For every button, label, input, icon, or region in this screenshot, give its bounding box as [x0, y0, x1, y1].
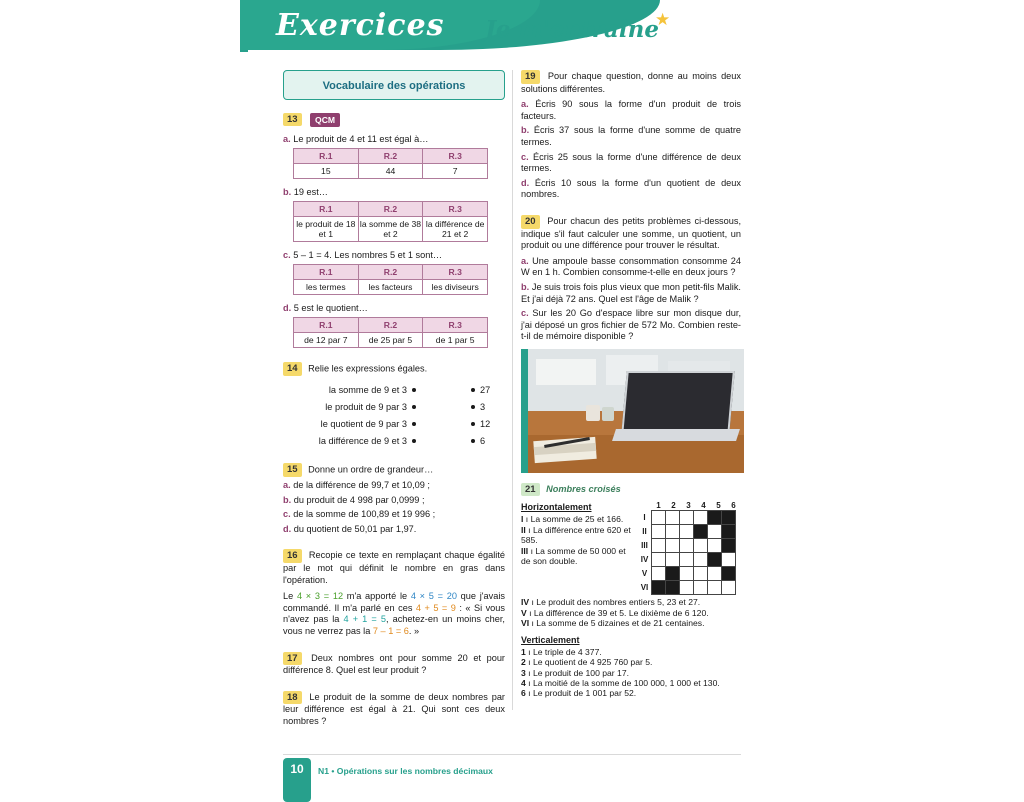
photo-laptop-keyboard — [612, 429, 740, 441]
text-part: . » — [408, 625, 420, 636]
text-part: m'a apporté le — [343, 591, 411, 602]
table-row — [294, 217, 488, 242]
qcm-cell[interactable]: de 12 par 7 — [294, 333, 359, 348]
item-text: Je suis trois fois plus vieux que mon petit-fils Malik. Et j'ai déjà 72 ans. Quel est l'âge de Malik ? — [521, 281, 741, 304]
cw-col-label: 3 — [686, 501, 691, 511]
item-letter: c. — [283, 509, 291, 520]
cw-cell-blocked — [722, 567, 736, 581]
exercise-15-item-d — [283, 524, 505, 536]
crossword-clue: III ı La somme de 50 000 et de son double. — [521, 545, 626, 567]
match-row — [289, 398, 505, 415]
exercise-15-header — [283, 463, 505, 477]
item-text: du produit de 4 998 par 0,0999 ; — [293, 494, 425, 505]
cw-col-label: 5 — [716, 501, 721, 511]
match-right-label: 6 — [480, 435, 486, 446]
qcm-tag: QCM — [310, 113, 340, 127]
match-right-label: 27 — [480, 384, 491, 395]
item-letter: d. — [521, 177, 530, 188]
qcm-header: R.3 — [423, 318, 488, 333]
match-left-label: la somme de 9 et 3 — [328, 384, 407, 395]
match-row — [289, 381, 505, 398]
qcm-header: R.2 — [358, 265, 423, 280]
match-left-label: le produit de 9 par 3 — [325, 401, 407, 412]
exercise-20-number: 20 — [521, 215, 540, 229]
item-text: Une ampoule basse consommation consomme 24 W en 1 h. Combien consomme-t-elle en deux jours ? — [521, 255, 741, 278]
exercise-19-item-d — [521, 178, 741, 201]
text-part: : « Si vous n'avez pas la — [283, 602, 505, 625]
text-part: Le — [283, 591, 297, 602]
exercise-21-number: 21 — [521, 483, 540, 497]
qcm-header: R.1 — [294, 318, 359, 333]
cw-cell[interactable] — [680, 511, 694, 525]
match-left-dot[interactable] — [412, 422, 416, 426]
exercise-17 — [283, 652, 505, 677]
exercise-17-statement: Deux nombres ont pour somme 20 et pour différence 8. Quel est leur produit ? — [283, 652, 505, 676]
exercise-20-statement: Pour chacun des petits problèmes ci-dessous, indique s'il faut calculer une somme, un quotient, un produit ou une différence pour trouver le résultat. — [521, 216, 741, 251]
item-letter: c. — [283, 250, 291, 260]
crossword-row — [638, 567, 736, 581]
exercise-20-header — [521, 215, 741, 252]
cw-cell-blocked — [722, 511, 736, 525]
qcm-header: R.3 — [423, 149, 488, 164]
exercise-21-header — [521, 483, 741, 497]
cw-cell[interactable] — [722, 581, 736, 595]
photo-cup — [586, 405, 600, 421]
item-letter: a. — [521, 255, 529, 266]
item-letter: a. — [283, 134, 291, 144]
match-row — [289, 415, 505, 432]
clue-number: 4 — [521, 677, 526, 688]
clue-number: II — [521, 524, 526, 535]
exercise-21 — [521, 483, 741, 699]
crossword-clue: 3 ı Le produit de 100 par 17. — [521, 667, 629, 678]
exercise-19 — [521, 70, 741, 201]
exercise-19-number: 19 — [521, 70, 540, 84]
clue-number: III — [521, 545, 529, 556]
cw-cell-blocked — [708, 511, 722, 525]
item-letter: a. — [521, 99, 529, 110]
exercise-18 — [283, 691, 505, 728]
qcm-cell[interactable]: les termes — [294, 280, 359, 295]
clue-number: IV — [521, 597, 530, 608]
item-letter: b. — [521, 281, 530, 292]
crossword-clue: VI ı La somme de 5 dizaines et de 21 centaines. — [521, 618, 705, 629]
exercise-18-statement: Le produit de la somme de deux nombres par leur différence est égal à 21. Qui sont ces deux nombres ? — [283, 691, 505, 726]
cw-cell[interactable] — [694, 511, 708, 525]
crossword-horizontal-title: Horizontalement — [521, 502, 592, 513]
cw-row-label: III — [641, 541, 648, 551]
crossword-clue: 2 ı Le quotient de 4 925 760 par 5. — [521, 657, 653, 668]
cw-cell[interactable] — [666, 553, 680, 567]
cw-cell-blocked — [652, 581, 666, 595]
cw-cell[interactable] — [694, 539, 708, 553]
exercise-19-statement: Pour chaque question, donne au moins deux solutions différentes. — [521, 71, 741, 94]
cw-cell-blocked — [694, 525, 708, 539]
left-column — [283, 70, 505, 737]
item-letter: b. — [283, 494, 292, 505]
exercise-15-statement: Donne un ordre de grandeur… — [308, 464, 434, 475]
cw-cell-blocked — [708, 553, 722, 567]
exercise-21-title: Nombres croisés — [546, 484, 621, 495]
item-letter: c. — [521, 151, 529, 162]
exercise-13 — [283, 111, 505, 348]
exercise-20-item-c — [521, 308, 741, 343]
page-number: 10 — [290, 762, 304, 776]
photo-laptop-screen — [621, 371, 735, 435]
equation-2: 4 × 5 = 20 — [410, 591, 457, 602]
equation-4: 4 + 1 = 5 — [343, 614, 386, 625]
crossword-clue: I ı La somme de 25 et 166. — [521, 514, 624, 525]
exercise-15-item-a — [283, 480, 505, 492]
exercise-16-number: 16 — [283, 549, 302, 563]
equation-3: 4 + 5 = 9 — [415, 602, 456, 613]
crossword-clue: V ı La différence de 39 et 5. Le dixième de 6 120. — [521, 607, 709, 618]
cw-cell[interactable] — [652, 539, 666, 553]
item-text: Écris 90 sous la forme d'un produit de trois facteurs. — [521, 99, 741, 121]
item-letter: d. — [283, 303, 292, 313]
exercise-14-number: 14 — [283, 362, 302, 376]
clue-text: Le produit de 1 001 par 52. — [532, 688, 637, 699]
exercise-20-item-b — [521, 282, 741, 305]
cw-cell-blocked — [666, 567, 680, 581]
cw-cell[interactable] — [652, 511, 666, 525]
cw-cell-blocked — [722, 539, 736, 553]
qcm-cell[interactable]: 44 — [358, 164, 423, 179]
clue-number: 1 — [521, 646, 526, 657]
qcm-cell[interactable]: de 25 par 5 — [358, 333, 423, 348]
vocab-header-label: Vocabulaire des opérations — [322, 80, 466, 92]
cw-cell[interactable] — [680, 539, 694, 553]
crossword-clue: II ı La différence entre 620 et 585. — [521, 524, 631, 546]
qcm-header: R.1 — [294, 202, 359, 217]
cw-col-label: 4 — [701, 501, 706, 511]
qcm-table-d — [293, 317, 488, 348]
exercise-18-header — [283, 691, 505, 728]
clue-number: 3 — [521, 667, 526, 678]
clue-text: La somme de 5 dizaines et de 21 centaines. — [536, 618, 705, 629]
clue-text: La moitié de la somme de 100 000, 1 000 et 130. — [532, 677, 720, 688]
exercise-15 — [283, 463, 505, 535]
cw-cell[interactable] — [652, 525, 666, 539]
cw-cell[interactable] — [652, 553, 666, 567]
match-row — [289, 432, 505, 449]
crossword-row — [638, 525, 736, 539]
exercise-13a-statement — [283, 133, 505, 145]
exercise-14-header — [283, 362, 505, 376]
cw-cell[interactable] — [666, 525, 680, 539]
qcm-table-a — [293, 148, 488, 179]
crossword-row — [638, 553, 736, 567]
cw-cell[interactable] — [694, 567, 708, 581]
match-right-label: 12 — [480, 418, 491, 429]
exercise-13b-statement — [283, 186, 505, 198]
qcm-table-b — [293, 201, 488, 242]
qcm-header: R.2 — [358, 318, 423, 333]
cw-row-label: VI — [640, 583, 649, 593]
item-letter: a. — [283, 480, 291, 490]
cw-cell[interactable] — [666, 539, 680, 553]
desk-laptop-photo — [521, 349, 744, 473]
equation-1: 4 × 3 = 12 — [296, 591, 344, 602]
item-text: de la différence de 99,7 et 10,09 ; — [293, 480, 430, 490]
qcm-header: R.3 — [423, 265, 488, 280]
crossword-row — [638, 511, 736, 525]
text-part: que j'avais commandé. Il m'a parlé en ces — [283, 591, 505, 613]
clue-text: La différence de 39 et 5. Le dixième de 6 120. — [533, 607, 709, 618]
right-column — [521, 70, 741, 708]
exercise-19-header — [521, 70, 741, 95]
exercise-14-statement: Relie les expressions égales. — [308, 363, 428, 374]
crossword-clue: 6 ı Le produit de 1 001 par 52. — [521, 688, 637, 699]
exercise-13d-statement — [283, 302, 505, 314]
page-title: Exercices — [276, 8, 445, 43]
qcm-header: R.2 — [358, 149, 423, 164]
cw-col-label: 2 — [671, 501, 676, 511]
cw-row-label: V — [641, 569, 648, 579]
item-text: Écris 10 sous la forme d'un quotient de deux nombres. — [521, 177, 741, 200]
exercise-16-text — [283, 591, 505, 637]
item-text: Le produit de 4 et 11 est égal à… — [293, 134, 429, 144]
cw-cell[interactable] — [680, 567, 694, 581]
item-letter: b. — [283, 187, 292, 197]
qcm-header: R.1 — [294, 265, 359, 280]
cw-cell[interactable] — [708, 539, 722, 553]
cw-cell[interactable] — [708, 525, 722, 539]
cw-row-label: II — [642, 527, 647, 537]
cw-col-label: 6 — [731, 501, 736, 511]
exercise-16-header — [283, 549, 505, 586]
qcm-cell[interactable]: les diviseurs — [423, 280, 488, 295]
star-icon: ★ — [655, 10, 671, 29]
page-subtitle: Je m'entraine — [485, 16, 659, 43]
exercise-17-number: 17 — [283, 652, 302, 666]
crossword-clue: 4 ı La moitié de la somme de 100 000, 1 000 et 130. — [521, 677, 720, 688]
exercise-19-item-c — [521, 152, 741, 175]
qcm-header: R.1 — [294, 149, 359, 164]
matching-area — [289, 381, 505, 449]
clue-text: La somme de 50 000 et de son double. — [521, 545, 626, 567]
exercise-15-item-c — [283, 509, 505, 521]
crossword-table — [638, 510, 736, 595]
match-left-label: la différence de 9 et 3 — [318, 435, 407, 446]
cw-cell[interactable] — [694, 581, 708, 595]
match-left-dot[interactable] — [412, 405, 416, 409]
match-right-label: 3 — [480, 401, 486, 412]
qcm-cell[interactable]: les facteurs — [358, 280, 423, 295]
item-text: 19 est… — [293, 187, 328, 197]
exercise-17-header — [283, 652, 505, 677]
item-text: 5 – 1 = 4. Les nombres 5 et 1 sont… — [293, 250, 443, 260]
text-part: , achetez-en un moins cher, vous ne verrez pas la — [283, 614, 505, 636]
match-left-label: le quotient de 9 par 3 — [320, 418, 407, 429]
match-left-dot[interactable] — [412, 388, 416, 392]
clue-text: La somme de 25 et 166. — [530, 514, 624, 525]
item-letter: b. — [521, 125, 530, 136]
header-banner — [240, 0, 670, 52]
clue-text: Le triple de 4 377. — [532, 646, 602, 657]
crossword-grid — [638, 501, 741, 595]
cw-cell[interactable] — [722, 553, 736, 567]
cw-cell-blocked — [722, 525, 736, 539]
qcm-cell[interactable]: le produit de 18 et 1 — [294, 217, 359, 242]
crossword-column-labels — [651, 501, 741, 510]
clue-text: Le produit des nombres entiers 5, 23 et 27. — [536, 597, 701, 608]
item-text: Écris 25 sous la forme d'une différence de deux termes. — [521, 151, 741, 174]
exercise-18-number: 18 — [283, 691, 302, 705]
clue-text: Le produit de 100 par 17. — [532, 667, 629, 678]
cw-cell[interactable] — [694, 553, 708, 567]
footer-divider — [283, 754, 741, 755]
item-text: du quotient de 50,01 par 1,97. — [293, 523, 417, 534]
cw-cell-blocked — [666, 581, 680, 595]
exercise-15-item-b — [283, 495, 505, 507]
item-text: 5 est le quotient… — [293, 303, 368, 313]
cw-cell[interactable] — [680, 553, 694, 567]
exercise-14 — [283, 362, 505, 449]
qcm-table-c — [293, 264, 488, 295]
exercise-15-number: 15 — [283, 463, 302, 477]
qcm-cell[interactable]: 15 — [294, 164, 359, 179]
qcm-header: R.3 — [423, 202, 488, 217]
item-text: Sur les 20 Go d'espace libre sur mon disque dur, j'ai déposé un gros fichier de 572 Mo. Combien reste-t-il de mémoire disponible ? — [521, 308, 742, 342]
exercise-20-item-a — [521, 256, 741, 279]
crossword-row — [638, 539, 736, 553]
table-row — [294, 164, 488, 179]
qcm-header: R.2 — [358, 202, 423, 217]
photo-cup — [602, 407, 614, 421]
item-text: Écris 37 sous la forme d'une somme de quatre termes. — [521, 125, 741, 147]
exercise-20 — [521, 215, 741, 473]
cw-row-label: I — [643, 513, 646, 523]
cw-col-label: 1 — [656, 501, 661, 511]
cw-cell[interactable] — [652, 567, 666, 581]
exercise-13c-statement — [283, 249, 505, 261]
crossword-clue: 1 ı Le triple de 4 377. — [521, 646, 602, 657]
crossword-clue: IV ı Le produit des nombres entiers 5, 23 et 27. — [521, 597, 701, 608]
photo-wall-panel — [536, 359, 596, 385]
cw-row-label: IV — [640, 555, 649, 565]
item-letter: d. — [283, 523, 292, 534]
crossword-row — [638, 581, 736, 595]
cw-cell[interactable] — [708, 581, 722, 595]
exercise-13-number: 13 — [283, 113, 302, 126]
item-letter: c. — [521, 308, 529, 319]
exercise-16 — [283, 549, 505, 637]
qcm-cell[interactable]: 7 — [423, 164, 488, 179]
table-row — [294, 280, 488, 295]
match-left-dot[interactable] — [412, 439, 416, 443]
clue-number: VI — [521, 618, 530, 629]
clue-number: 6 — [521, 688, 526, 699]
qcm-cell[interactable]: la différence de 21 et 2 — [423, 217, 488, 242]
clue-number: I — [521, 514, 524, 525]
item-text: de la somme de 100,89 et 19 996 ; — [293, 509, 436, 520]
exercise-16-statement: Recopie ce texte en remplaçant chaque égalité par le mot qui définit le nombre en gras dans l'opération. — [283, 550, 506, 585]
crossword-vertical-title: Verticalement — [521, 634, 580, 645]
cw-cell[interactable] — [680, 525, 694, 539]
clue-number: 2 — [521, 657, 526, 668]
cw-cell[interactable] — [680, 581, 694, 595]
cw-cell[interactable] — [708, 567, 722, 581]
vocab-header-box — [283, 70, 505, 100]
footer-chapter-label: N1 • Opérations sur les nombres décimaux — [318, 766, 493, 776]
exercise-19-item-b — [521, 125, 741, 148]
table-row — [294, 333, 488, 348]
equation-5: 7 – 1 = 6 — [372, 625, 409, 636]
clue-number: V — [521, 607, 527, 618]
exercise-19-item-a — [521, 99, 741, 122]
clue-text: Le quotient de 4 925 760 par 5. — [532, 657, 653, 668]
clue-text: La différence entre 620 et 585. — [521, 524, 631, 546]
column-divider — [512, 70, 513, 710]
qcm-cell[interactable]: la somme de 38 et 2 — [358, 217, 423, 242]
qcm-cell[interactable]: de 1 par 5 — [423, 333, 488, 348]
cw-cell[interactable] — [666, 511, 680, 525]
